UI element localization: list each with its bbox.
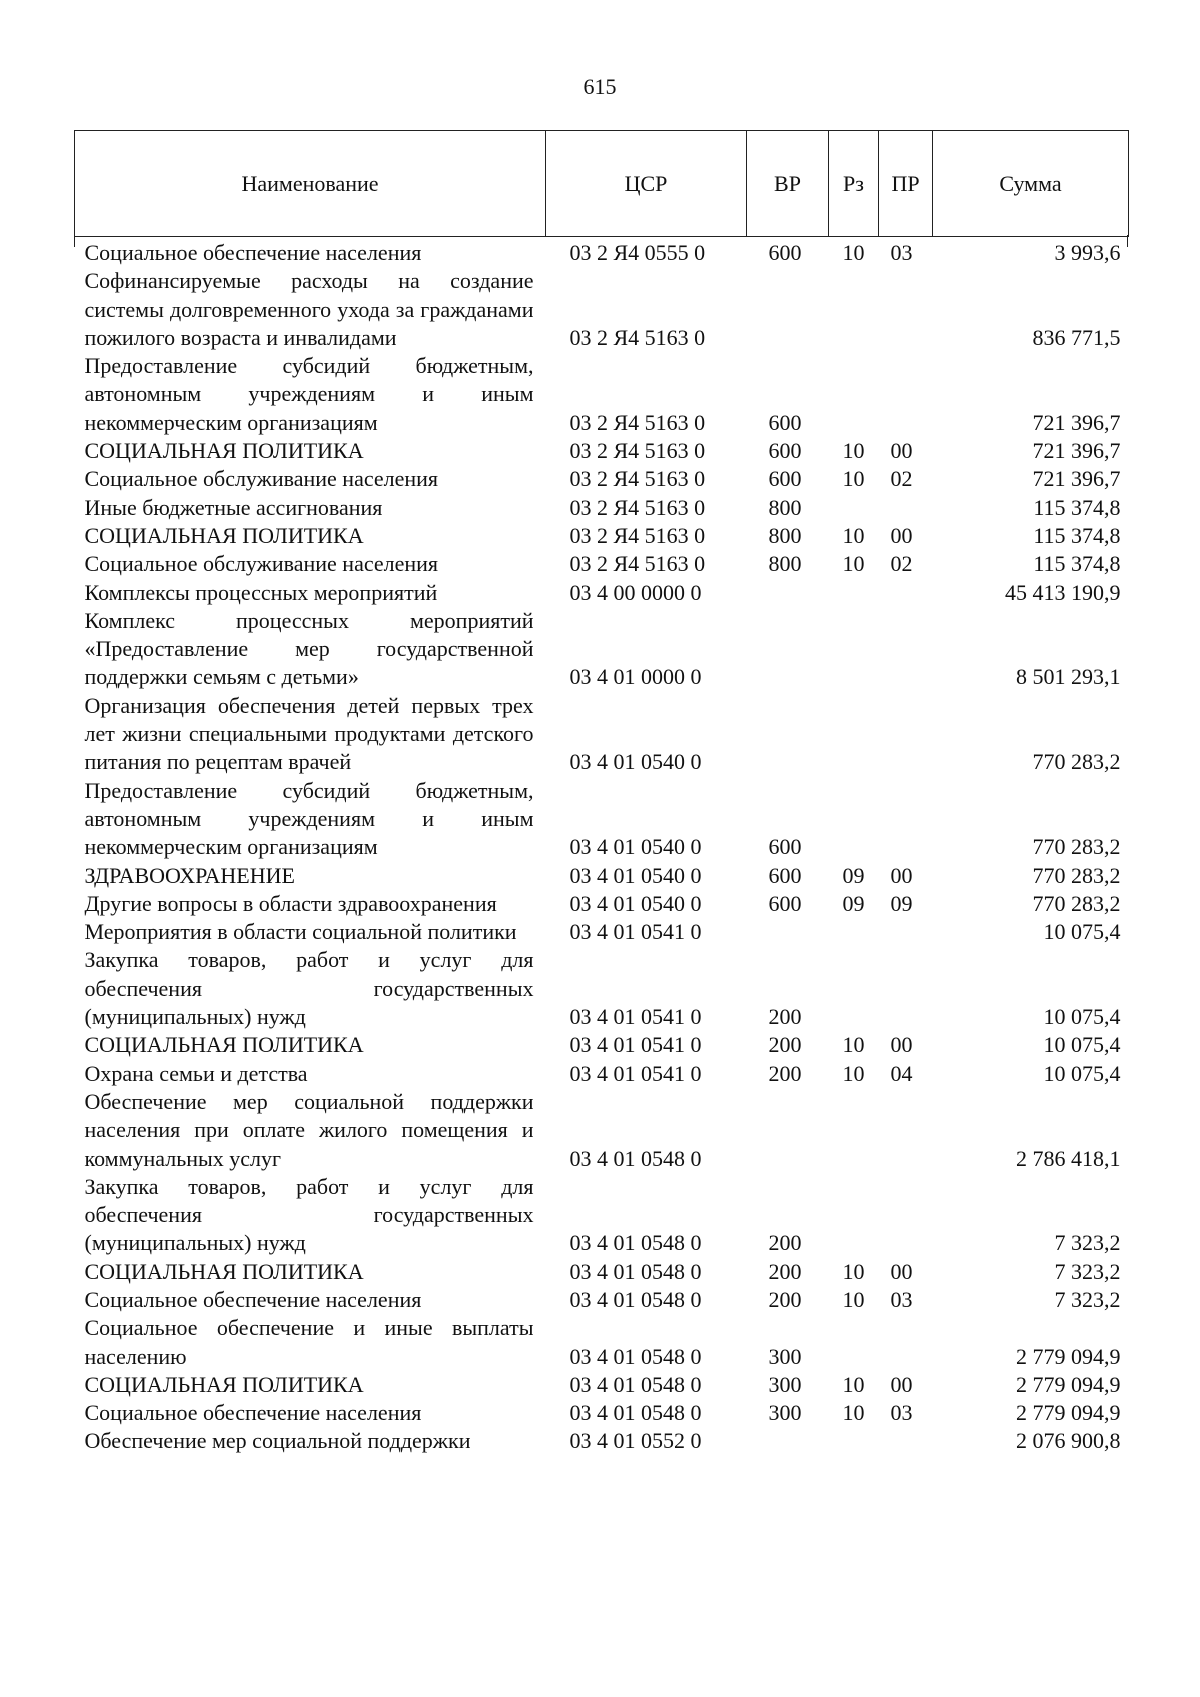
cell-sum: 7 323,2: [1054, 1258, 1121, 1284]
cell-rz: 10: [842, 466, 865, 492]
cell-csr: 03 4 01 0541 0: [569, 919, 702, 945]
cell-csr: 03 2 Я4 5163 0: [569, 438, 706, 464]
cell-name: Предоставление субсидий бюджетным, автономным учреждениям и иным некоммерческим организациям: [84, 777, 534, 860]
table-row: [75, 237, 1129, 268]
cell-rz: [829, 1173, 879, 1258]
table-row: [75, 946, 1129, 1031]
table-frame-right: [1127, 235, 1128, 247]
cell-name: Закупка товаров, работ и услуг для обеспечения государственных (муниципальных) нужд: [84, 947, 534, 1030]
table-row: [75, 607, 1129, 692]
cell-sum: 8 501 293,1: [1016, 664, 1121, 690]
cell-name: Софинансируемые расходы на создание системы долговременного ухода за гражданами пожилого возраста и инвалидами: [84, 268, 534, 350]
cell-rz: 09: [842, 890, 865, 916]
table-frame-left: [74, 235, 75, 247]
cell-name: Социальное обеспечение населения: [84, 1400, 422, 1426]
cell-vr: [747, 267, 829, 352]
cell-rz: [829, 1088, 879, 1173]
cell-name: Другие вопросы в области здравоохранения: [84, 890, 497, 916]
cell-vr: 200: [768, 1004, 802, 1030]
table-row: [75, 777, 1129, 862]
cell-pr: 03: [890, 1286, 913, 1312]
cell-pr: 00: [890, 1258, 913, 1284]
cell-rz: 10: [842, 522, 865, 548]
cell-sum: 2 076 900,8: [1016, 1428, 1121, 1454]
cell-sum: 770 283,2: [1032, 862, 1121, 888]
cell-name: Социальное обслуживание населения: [84, 551, 439, 577]
table-row: [75, 862, 1129, 890]
table-row: [75, 1399, 1129, 1427]
cell-rz: 10: [842, 438, 865, 464]
table-row: [75, 1031, 1129, 1059]
table-header: [75, 131, 1129, 237]
cell-vr: 600: [768, 438, 802, 464]
cell-name: СОЦИАЛЬНАЯ ПОЛИТИКА: [84, 522, 364, 548]
cell-name: СОЦИАЛЬНАЯ ПОЛИТИКА: [84, 1371, 364, 1397]
cell-pr: 03: [890, 240, 913, 265]
table-row: [75, 1173, 1129, 1258]
cell-sum: 721 396,7: [1032, 438, 1121, 464]
table-row: [75, 522, 1129, 550]
cell-vr: 600: [768, 466, 802, 492]
cell-sum: 2 786 418,1: [1016, 1145, 1121, 1171]
cell-rz: 10: [842, 1286, 865, 1312]
cell-csr: 03 4 01 0548 0: [569, 1371, 702, 1397]
cell-csr: 03 4 01 0540 0: [569, 890, 702, 916]
cell-sum: 115 374,8: [1033, 551, 1121, 577]
cell-pr: [879, 607, 933, 692]
table-row: [75, 579, 1129, 607]
cell-rz: [829, 918, 879, 946]
cell-rz: [829, 1427, 879, 1455]
cell-sum: 10 075,4: [1043, 919, 1121, 945]
cell-csr: 03 4 01 0548 0: [569, 1230, 702, 1256]
cell-vr: 200: [768, 1258, 802, 1284]
cell-pr: [879, 267, 933, 352]
cell-sum: 115 374,8: [1033, 522, 1121, 548]
cell-pr: [879, 1088, 933, 1173]
cell-name: Закупка товаров, работ и услуг для обеспечения государственных (муниципальных) нужд: [84, 1173, 534, 1256]
cell-sum: 721 396,7: [1032, 466, 1121, 492]
cell-name: Предоставление субсидий бюджетным, автономным учреждениям и иным некоммерческим организациям: [84, 353, 534, 435]
cell-vr: 800: [768, 494, 802, 520]
cell-csr: 03 4 01 0552 0: [569, 1428, 702, 1454]
cell-rz: [829, 1314, 879, 1371]
cell-pr: [879, 494, 933, 522]
cell-pr: [879, 692, 933, 777]
table-row: [75, 692, 1129, 777]
cell-vr: 600: [768, 862, 802, 888]
cell-pr: 02: [890, 551, 913, 577]
cell-rz: 09: [842, 862, 865, 888]
table-row: [75, 437, 1129, 465]
cell-name: Мероприятия в области социальной политики: [84, 919, 517, 945]
header-rz: Рз: [829, 131, 879, 237]
table-row: [75, 1286, 1129, 1314]
cell-csr: 03 4 01 0548 0: [569, 1258, 702, 1284]
table-row: [75, 1371, 1129, 1399]
table-row: [75, 1258, 1129, 1286]
cell-csr: 03 2 Я4 5163 0: [569, 551, 706, 577]
cell-name: Организация обеспечения детей первых трех лет жизни специальными продуктами детского питания по рецептам врачей: [84, 692, 534, 775]
cell-name: Охрана семьи и детства: [84, 1060, 308, 1086]
cell-sum: 115 374,8: [1033, 494, 1121, 520]
cell-pr: [879, 1314, 933, 1371]
cell-sum: 770 283,2: [1032, 749, 1121, 775]
table-row: [75, 1088, 1129, 1173]
cell-vr: 600: [768, 834, 802, 860]
cell-vr: 300: [768, 1371, 802, 1397]
cell-rz: 10: [842, 551, 865, 577]
table-body: [75, 237, 1129, 1456]
cell-rz: 10: [842, 240, 865, 265]
cell-vr: 200: [768, 1230, 802, 1256]
cell-name: СОЦИАЛЬНАЯ ПОЛИТИКА: [84, 1032, 364, 1058]
cell-csr: 03 4 01 0540 0: [569, 834, 702, 860]
table-row: [75, 1060, 1129, 1088]
table-row: [75, 550, 1129, 578]
cell-rz: 10: [842, 1258, 865, 1284]
cell-csr: 03 4 00 0000 0: [569, 579, 702, 605]
cell-csr: 03 4 01 0541 0: [569, 1004, 702, 1030]
cell-sum: 10 075,4: [1043, 1032, 1121, 1058]
header-sum: Сумма: [933, 131, 1129, 237]
cell-sum: 3 993,6: [1054, 240, 1121, 265]
cell-csr: 03 4 01 0540 0: [569, 749, 702, 775]
cell-vr: [747, 918, 829, 946]
cell-pr: 09: [890, 890, 913, 916]
table-row: [75, 1314, 1129, 1371]
cell-name: Обеспечение мер социальной поддержки населения при оплате жилого помещения и коммунальных услуг: [84, 1088, 534, 1171]
cell-vr: 600: [768, 890, 802, 916]
cell-rz: [829, 607, 879, 692]
cell-csr: 03 2 Я4 5163 0: [569, 522, 706, 548]
table-row: [75, 352, 1129, 437]
header-name: Наименование: [75, 131, 546, 237]
cell-name: Социальное обеспечение и иные выплаты населению: [84, 1315, 534, 1369]
cell-pr: 00: [890, 1371, 913, 1397]
cell-csr: 03 4 01 0548 0: [569, 1343, 702, 1369]
header-vr: ВР: [747, 131, 829, 237]
header-row: [75, 131, 1129, 237]
cell-pr: 00: [890, 1032, 913, 1058]
cell-pr: [879, 918, 933, 946]
cell-rz: 10: [842, 1400, 865, 1426]
cell-csr: 03 4 01 0541 0: [569, 1060, 702, 1086]
cell-csr: 03 2 Я4 5163 0: [569, 494, 706, 520]
cell-rz: [829, 946, 879, 1031]
cell-csr: 03 4 01 0548 0: [569, 1400, 702, 1426]
cell-pr: 04: [890, 1060, 913, 1086]
cell-csr: 03 2 Я4 0555 0: [569, 240, 706, 265]
cell-rz: 10: [842, 1032, 865, 1058]
cell-sum: 836 771,5: [1032, 324, 1121, 350]
cell-name: Комплексы процессных мероприятий: [84, 579, 438, 605]
cell-rz: 10: [842, 1060, 865, 1086]
cell-sum: 2 779 094,9: [1016, 1371, 1121, 1397]
cell-pr: 02: [890, 466, 913, 492]
cell-rz: [829, 352, 879, 437]
cell-vr: [747, 607, 829, 692]
header-pr: ПР: [879, 131, 933, 237]
cell-pr: [879, 579, 933, 607]
cell-pr: [879, 946, 933, 1031]
cell-rz: [829, 494, 879, 522]
cell-rz: [829, 579, 879, 607]
table-row: [75, 1427, 1129, 1455]
cell-pr: [879, 352, 933, 437]
cell-name: ЗДРАВООХРАНЕНИЕ: [84, 862, 295, 888]
table-row: [75, 494, 1129, 522]
cell-csr: 03 4 01 0548 0: [569, 1286, 702, 1312]
budget-table: [74, 130, 1129, 1456]
table-row: [75, 267, 1129, 352]
cell-pr: 00: [890, 522, 913, 548]
cell-sum: 7 323,2: [1054, 1286, 1121, 1312]
cell-vr: 200: [768, 1286, 802, 1312]
cell-pr: 00: [890, 862, 913, 888]
header-csr: ЦСР: [546, 131, 747, 237]
cell-vr: 600: [768, 240, 802, 265]
cell-name: Обеспечение мер социальной поддержки: [84, 1428, 471, 1454]
cell-sum: 10 075,4: [1043, 1060, 1121, 1086]
cell-sum: 770 283,2: [1032, 890, 1121, 916]
cell-rz: [829, 692, 879, 777]
cell-name: Иные бюджетные ассигнования: [84, 494, 383, 520]
cell-vr: 800: [768, 522, 802, 548]
table-row: [75, 890, 1129, 918]
cell-name: Комплекс процессных мероприятий «Предоставление мер государственной поддержки семьям с детьми»: [84, 607, 534, 690]
cell-csr: 03 4 01 0540 0: [569, 862, 702, 888]
cell-rz: 10: [842, 1371, 865, 1397]
cell-pr: [879, 1173, 933, 1258]
cell-pr: [879, 777, 933, 862]
cell-pr: 00: [890, 438, 913, 464]
cell-sum: 2 779 094,9: [1016, 1400, 1121, 1426]
cell-vr: 600: [768, 409, 802, 435]
cell-vr: 300: [768, 1343, 802, 1369]
cell-rz: [829, 267, 879, 352]
cell-vr: 200: [768, 1032, 802, 1058]
cell-vr: [747, 692, 829, 777]
cell-vr: 200: [768, 1060, 802, 1086]
table-row: [75, 918, 1129, 946]
cell-csr: 03 2 Я4 5163 0: [569, 409, 706, 435]
cell-sum: 7 323,2: [1054, 1230, 1121, 1256]
budget-table-container: [74, 130, 1128, 1456]
cell-csr: 03 4 01 0548 0: [569, 1145, 702, 1171]
cell-sum: 770 283,2: [1032, 834, 1121, 860]
cell-vr: [747, 1427, 829, 1455]
cell-csr: 03 2 Я4 5163 0: [569, 324, 706, 350]
cell-csr: 03 4 01 0000 0: [569, 664, 702, 690]
page-number: 615: [583, 74, 617, 99]
table-row: [75, 465, 1129, 493]
cell-pr: 03: [890, 1400, 913, 1426]
cell-vr: [747, 1088, 829, 1173]
cell-sum: 2 779 094,9: [1016, 1343, 1121, 1369]
cell-name: Социальное обеспечение населения: [84, 240, 422, 265]
cell-csr: 03 2 Я4 5163 0: [569, 466, 706, 492]
cell-csr: 03 4 01 0541 0: [569, 1032, 702, 1058]
cell-sum: 10 075,4: [1043, 1004, 1121, 1030]
cell-sum: 45 413 190,9: [1005, 579, 1121, 605]
cell-vr: 300: [768, 1400, 802, 1426]
cell-name: Социальное обеспечение населения: [84, 1286, 422, 1312]
cell-pr: [879, 1427, 933, 1455]
cell-name: Социальное обслуживание населения: [84, 466, 439, 492]
cell-vr: 800: [768, 551, 802, 577]
cell-rz: [829, 777, 879, 862]
cell-name: СОЦИАЛЬНАЯ ПОЛИТИКА: [84, 438, 364, 464]
cell-name: СОЦИАЛЬНАЯ ПОЛИТИКА: [84, 1258, 364, 1284]
cell-vr: [747, 579, 829, 607]
cell-sum: 721 396,7: [1032, 409, 1121, 435]
